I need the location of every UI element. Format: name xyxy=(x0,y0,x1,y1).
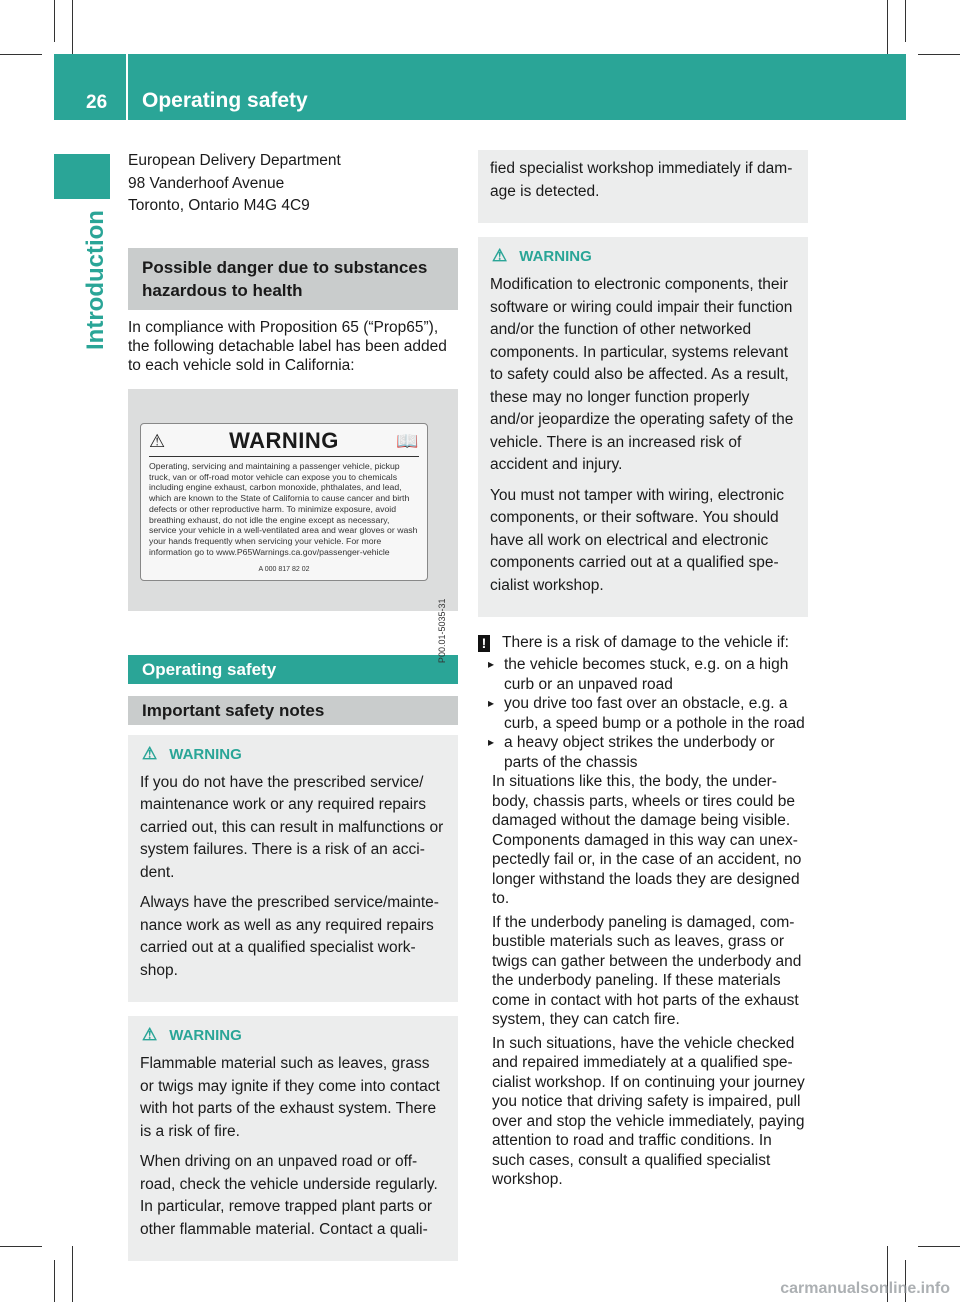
warning-label: WARNING xyxy=(519,248,592,265)
section-heading-operating: Operating safety xyxy=(128,655,458,684)
notice-list xyxy=(478,655,808,772)
warning-text: fied specialist workshop immediately if damage is detected. xyxy=(490,160,793,200)
warning-text: Flammable material such as leaves, grass or twigs may ignite if they come into contact with hot parts of the exhaust system. There is a risk of fire. xyxy=(140,1055,440,1140)
crop-mark xyxy=(918,54,960,55)
warning-label: WARNING xyxy=(169,1027,242,1044)
address-line: European Delivery Department xyxy=(128,152,341,169)
notice-paragraph: In such situations, have the vehicle checked and repaired immediately at a qualified specialist workshop. If on continuing your journey you notice that driving safety is impaired, pull over and stop the vehicle immediately, paying attention to road and traffic conditions. In such cases, consult a qualified specialist workshop. xyxy=(492,1034,805,1188)
notice-block xyxy=(478,633,808,653)
address-line: Toronto, Ontario M4G 4C9 xyxy=(128,197,310,214)
warning-text: If you do not have the prescribed service/ maintenance work or any required repairs carried out, this can result in malfunctions or system failures. There is a risk of an accident. xyxy=(140,773,444,881)
warning-text: When driving on an unpaved road or off-road, check the vehicle underside regularly. In particular, remove trapped plant parts or other flammable material. Contact a quali- xyxy=(140,1153,438,1238)
image-reference: P00.01-5035-31 xyxy=(437,598,448,664)
crop-mark xyxy=(0,54,42,55)
section-heading: Possible danger due to substances hazardous to health xyxy=(128,248,458,310)
page-title: Operating safety xyxy=(142,89,308,112)
left-column xyxy=(128,150,458,1261)
warning-box-continued xyxy=(478,150,808,223)
warning-box xyxy=(128,1016,458,1261)
crop-mark xyxy=(72,1246,73,1302)
warning-text: Always have the prescribed service/maintenance work as well as any required repairs carried out at a qualified specialist workshop. xyxy=(140,894,439,979)
warning-icon: ⚠ xyxy=(492,246,508,265)
list-item: ▸ a heavy object strikes the underbody or parts of the chassis xyxy=(492,733,808,772)
warning-text: Modification to electronic components, their software or wiring could impair their function and/or the function of other networked components. In particular, systems relevant to safety could also be affected. As a result, these may no longer function properly and/or jeopardize the operating safety of the vehicle. There is an increased risk of accident and injury. xyxy=(490,276,794,473)
label-body: Operating, servicing and maintaining a passenger vehicle, pickup truck, van or off-road motor vehicle can expose you to chemicals including engine exhaust, carbon monoxide, phthalates, and lead, which are known to the State of California to cause cancer and birth defects or other reproductive harm. To minimize exposure, avoid breathing exhaust, do not idle the engine except as necessary, service your vehicle in a well-ventilated area and wear gloves or wash your hands frequently when servicing your vehicle. For more information go to www.P65Warnings.ca.gov/passenger-vehicle xyxy=(149,461,418,557)
list-item: ▸ the vehicle becomes stuck, e.g. on a high curb or an unpaved road xyxy=(492,655,808,694)
page-number: 26 xyxy=(86,92,108,113)
intro-paragraph: In compliance with Proposition 65 (“Prop65”), the following detachable label has been added to each vehicle sold in California: xyxy=(128,318,447,374)
warning-icon: ⚠ xyxy=(142,1025,158,1044)
notice-lead: There is a risk of damage to the vehicle if: xyxy=(502,634,789,651)
side-tab xyxy=(54,154,110,199)
crop-mark xyxy=(905,0,906,42)
prop65-label xyxy=(140,423,428,581)
warning-icon: ⚠ xyxy=(142,743,158,763)
address-line: 98 Vanderhoof Avenue xyxy=(128,174,285,192)
crop-mark xyxy=(918,1246,960,1247)
watermark: carmanualsonline.info xyxy=(780,1280,950,1297)
manual-book-icon: 📖 xyxy=(396,430,419,451)
crop-mark xyxy=(0,1246,42,1247)
crop-mark xyxy=(72,0,73,54)
notice-body xyxy=(478,772,808,1190)
side-label: Introduction xyxy=(82,210,109,350)
prop65-label-image xyxy=(128,389,458,664)
list-item: ▸ you drive too fast over an obstacle, e.g. a curb, a speed bump or a pothole in the road xyxy=(492,694,808,733)
warning-box xyxy=(128,735,458,1003)
notice-paragraph: In situations like this, the body, the underbody, chassis parts, wheels or tires could be damaged without the damage being visible. Components damaged in this way can unexpectedly fail or, in the case of an accident, no longer withstand the loads they are designed to. xyxy=(492,773,802,907)
label-title: WARNING xyxy=(229,427,339,453)
warning-triangle-icon: ⚠ xyxy=(149,430,166,451)
subsection-heading: Important safety notes xyxy=(128,696,458,725)
crop-mark xyxy=(54,0,55,42)
label-code: A 000 817 82 02 xyxy=(258,566,310,574)
warning-label: WARNING xyxy=(169,745,242,763)
notice-exclamation-icon: ! xyxy=(478,635,490,652)
right-column xyxy=(478,150,808,1190)
warning-text: You must not tamper with wiring, electronic components, or their software. You should have all work on electrical and electronic components carried out at a qualified specialist workshop. xyxy=(490,486,785,594)
label-divider xyxy=(149,456,419,457)
notice-paragraph: If the underbody paneling is damaged, combustible materials such as leaves, grass or twigs can gather between the underbody and the underbody paneling. If these materials come in contact with hot parts of the exhaust system, they can catch fire. xyxy=(492,913,802,1028)
header-divider xyxy=(126,54,128,120)
crop-mark xyxy=(887,0,888,54)
warning-box xyxy=(478,237,808,617)
crop-mark xyxy=(54,1260,55,1302)
